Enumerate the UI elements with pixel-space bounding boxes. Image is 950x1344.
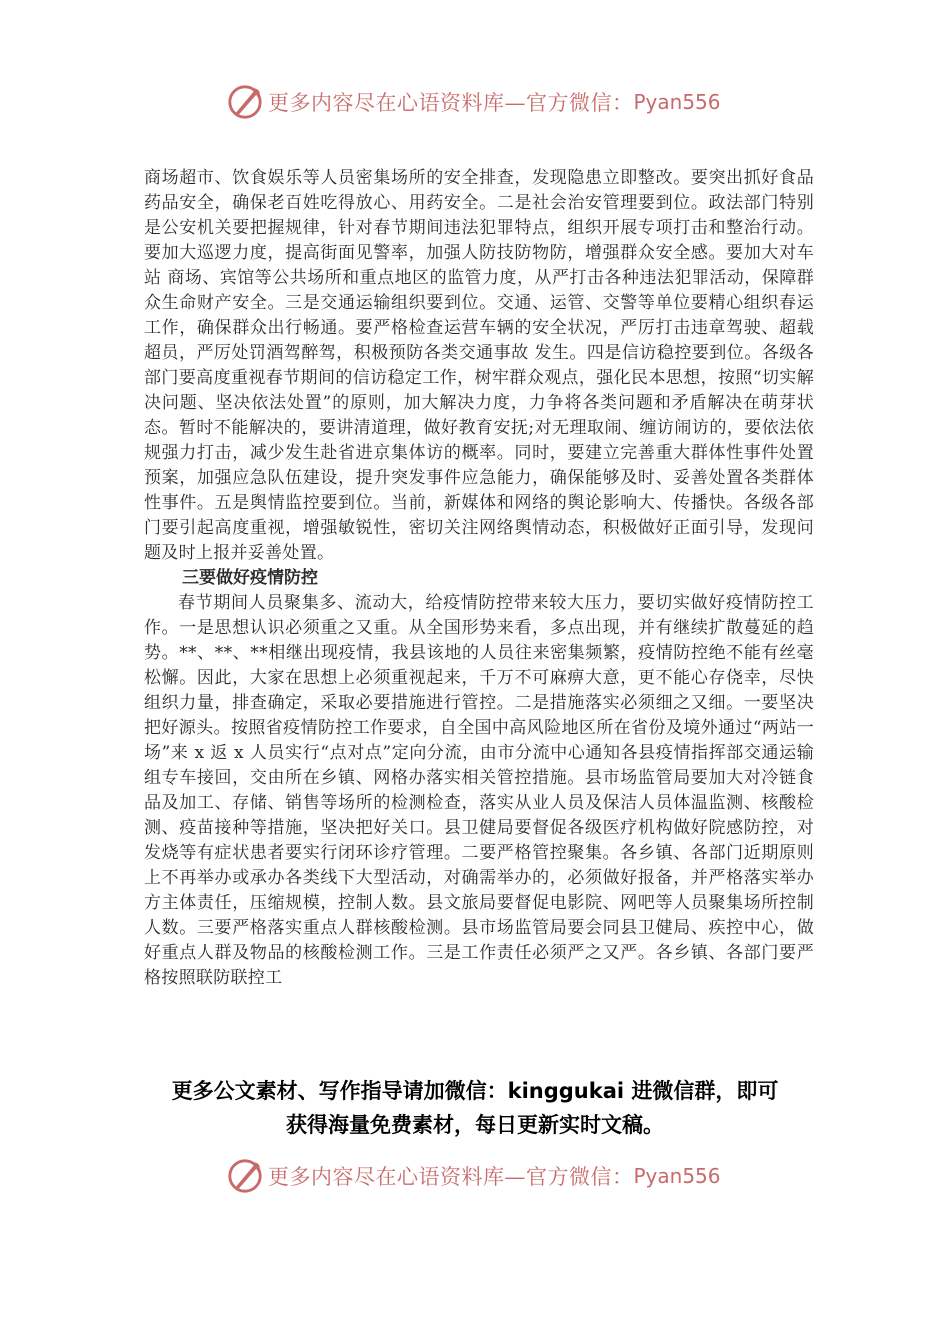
watermark-text: 更多内容尽在心语资料库—官方微信： bbox=[268, 91, 634, 115]
header-watermark bbox=[226, 82, 746, 122]
body-paragraph: 春节期间人员聚集多、流动大，给疫情防控带来较大压力，要切实做好疫情防控工作。一是思想认识必须重之又重。从全国形势来看，多点出现，并有继续扩散蔓延的趋势。**、**、**相继出现疫情，我县该地的人员往来密集频繁，疫情防控绝不能有丝毫松懈。因此，大家在思想上必须重视起来，千万不可麻痹大意，更不能心存侥幸，尽快组织力量，排查确定，采取必要措施进行管控。二是措施落实必须细之又细。一要坚决把好源头。按照省疫情防控工作要求，自全国中高风险地区所在省份及境外通过“两站一场”来 x 返 x 人员实行“点对点”定向分流，由市分流中心通知各县疫情指挥部交通运输组专车接回，交由所在乡镇、网格办落实相关管控措施。县市场监管局要加大对冷链食品及加工、存储、销售等场所的检测检查，落实从业人员及保洁人员体温监测、核酸检测、疫苗接种等措施，坚决把好关口。县卫健局要督促各级医疗机构做好院感防控，对发烧等有症状患者要实行闭环诊疗管理。二要严格管控聚集。各乡镇、各部门近期原则上不再举办或承办各类线下大型活动，对确需举办的，必须做好报备，并严格落实举办方主体责任，压缩规模，控制人数。县文旅局要督促电影院、网吧等人员聚集场所控制人数。三要严格落实重点人群核酸检测。县市场监管局要会同县卫健局、疾控中心，做好重点人群及物品的核酸检测工作。三是工作责任必须严之又严。各乡镇、各部门要严格按照联防联控工 bbox=[144, 593, 814, 988]
footer-watermark bbox=[226, 1156, 746, 1196]
section-heading: 三要做好疫情防控 bbox=[182, 568, 318, 588]
watermark-wechat-id: Pyan556 bbox=[633, 1164, 721, 1188]
body-paragraph: 商场超市、饮食娱乐等人员密集场所的安全排查，发现隐患立即整改。要突出抓好食品药品安全，确保老百姓吃得放心、用药安全。二是社会治安管理要到位。政法部门特别是公安机关要把握规律，针对春节期间违法犯罪特点，组织开展专项打击和整治行动。要加大巡逻力度，提高街面见警率，加强人防技防物防，增强群众安全感。要加大对车站 商场、宾馆等公共场所和重点地区的监管力度，从严打击各种违法犯罪活动，保障群众生命财产安全。三是交通运输组织要到位。交通、运管、交警等单位要精心组织春运工作，确保群众出行畅通。要严格检查运营车辆的安全状况，严厉打击违章驾驶、超载超员，严厉处罚酒驾醉驾，积极预防各类交通事故 发生。四是信访稳控要到位。各级各部门要高度重视春节期间的信访稳定工作，树牢群众观点，强化民本思想，按照“切实解决问题、坚决依法处置”的原则，加大解决力度，力争将各类问题和矛盾解决在萌芽状态。暂时不能解决的，要讲清道理，做好教育安抚;对无理取闹、缠访闹访的，要依法依规强力打击，减少发生赴省进京集体访的概率。同时，要建立完善重大群体性事件处置预案，加强应急队伍建设，提升突发事件应急能力，确保能够及时、妥善处置各类群体性事件。五是舆情监控要到位。当前，新媒体和网络的舆论影响大、传播快。各级各部门要引起高度重视，增强敏锐性，密切关注网络舆情动态，积极做好正面引导，发现问题及时上报并妥善处置。 bbox=[144, 168, 814, 563]
watermark-wechat-id: Pyan556 bbox=[633, 90, 721, 114]
quill-logo-icon bbox=[226, 1157, 264, 1195]
watermark-text: 更多内容尽在心语资料库—官方微信： bbox=[268, 1165, 634, 1189]
document-body bbox=[144, 166, 814, 991]
promo-banner bbox=[130, 1074, 820, 1142]
promo-line: 获得海量免费素材，每日更新实时文稿。 bbox=[286, 1113, 664, 1137]
quill-logo-icon bbox=[226, 83, 264, 121]
promo-line: 更多公文素材、写作指导请加微信：kinggukai 进微信群，即可 bbox=[171, 1079, 779, 1103]
